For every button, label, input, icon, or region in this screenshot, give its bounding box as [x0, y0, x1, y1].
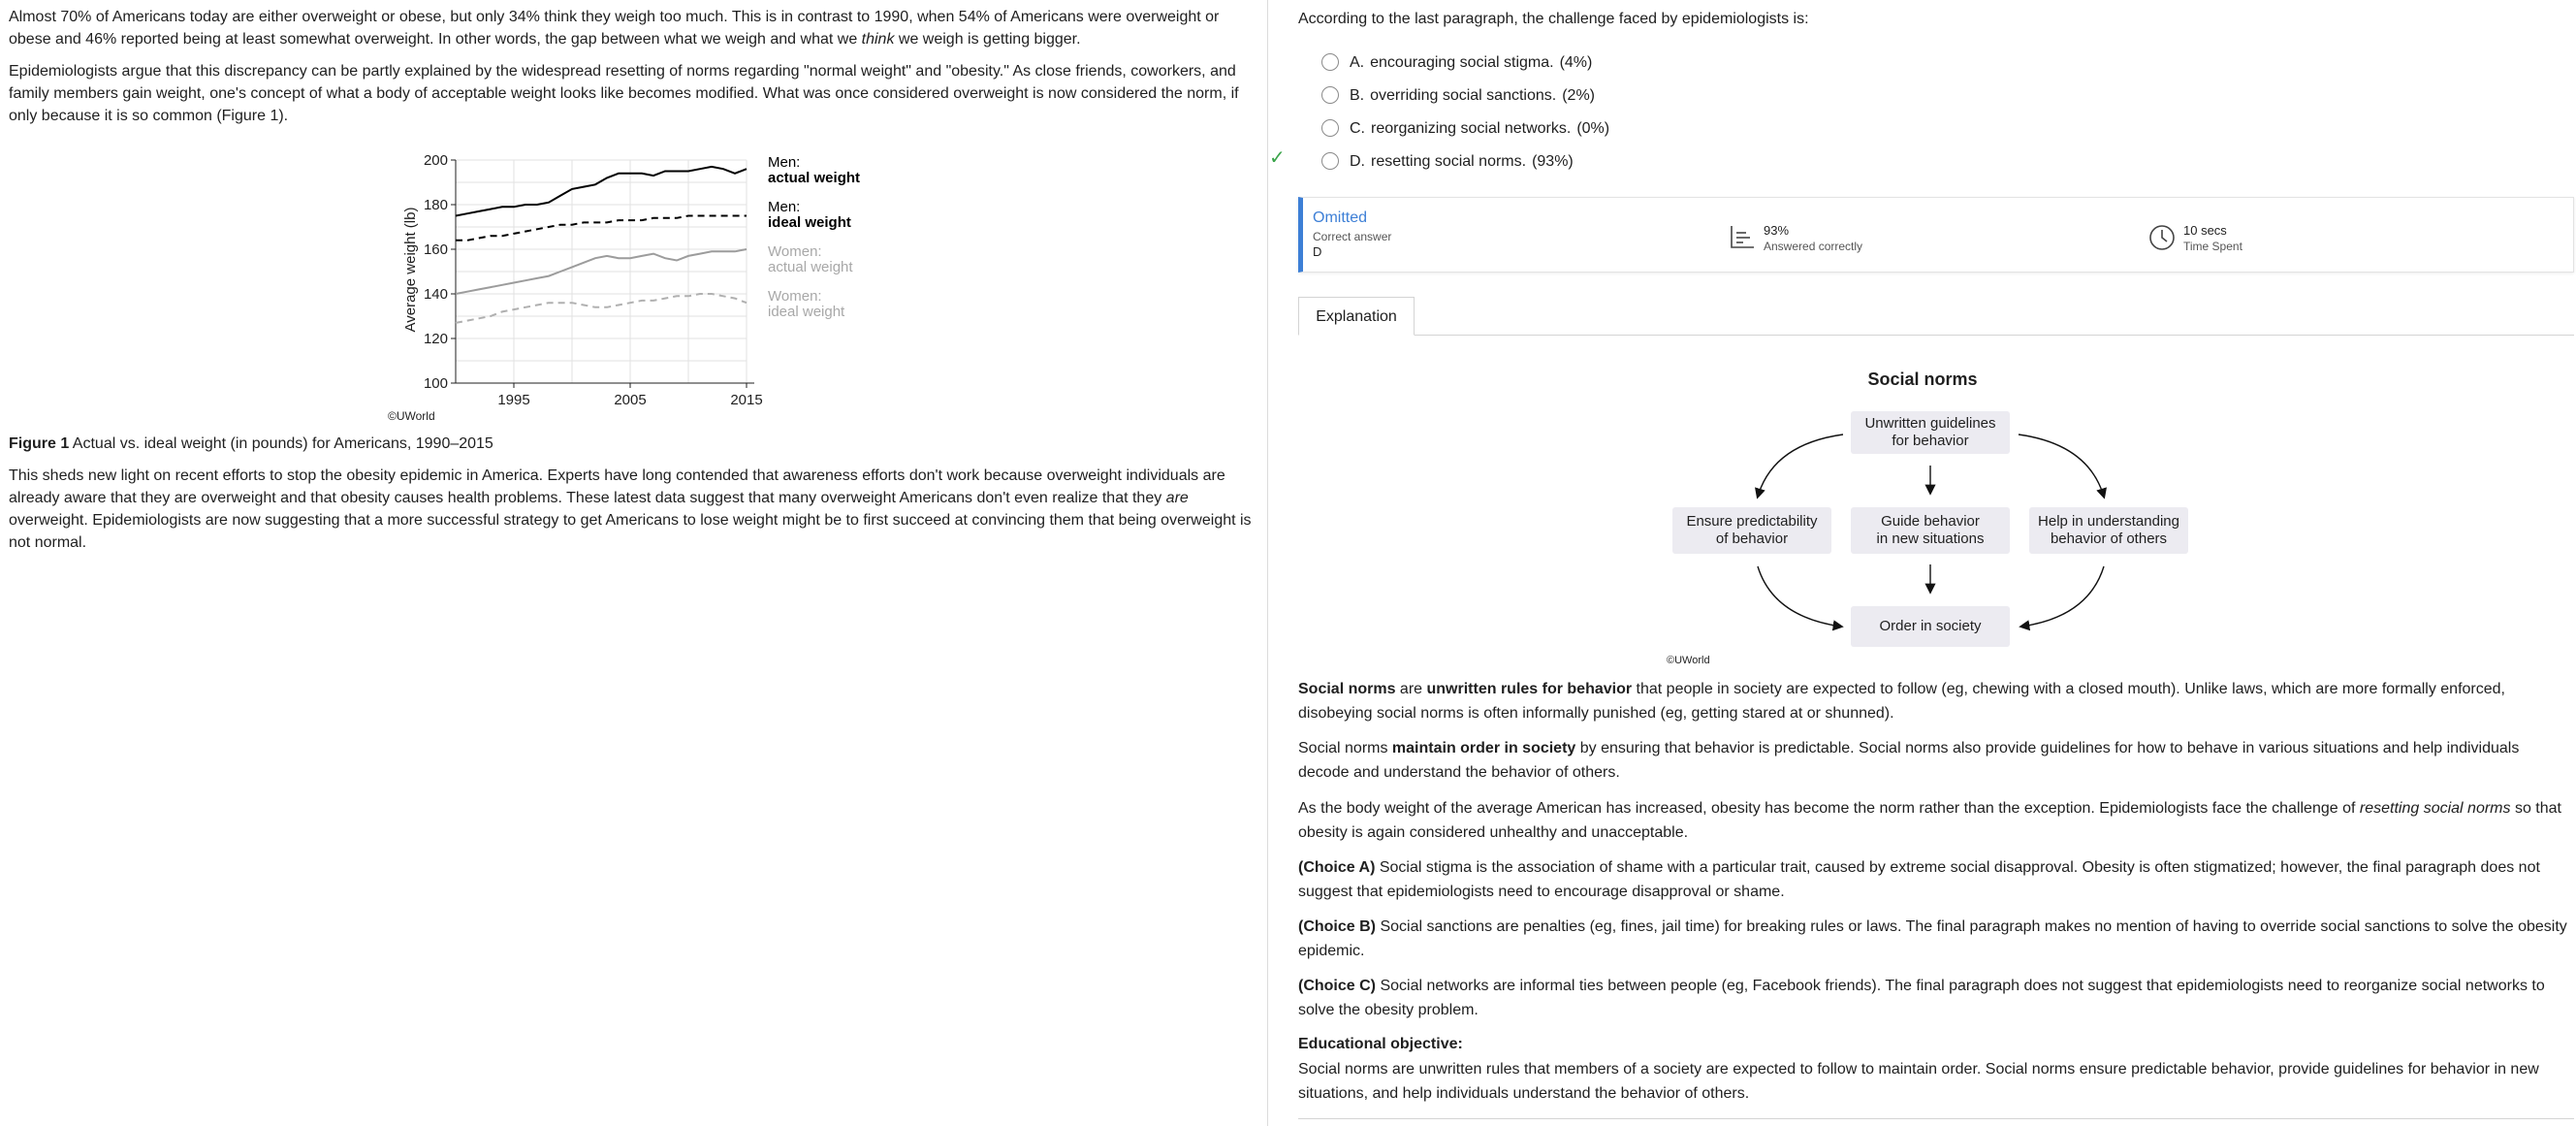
legend-entry-1-line-2: ideal weight	[768, 214, 851, 231]
explanation-e2-text-2: by ensuring that behavior is predictable. Social norms also provide guidelines for how to behave in various situations and help individuals decode and understand the behavior of others.	[1298, 740, 2520, 781]
legend-entry-1-line-1: Men:	[768, 199, 801, 215]
choice-b-text: overriding social sanctions.	[1370, 86, 1557, 104]
diagram-left-line-1: Ensure predictability	[1686, 513, 1818, 530]
y-tick-label: 140	[423, 286, 448, 303]
explanation-e2-text-1: Social norms	[1298, 740, 1392, 756]
series-line-0	[456, 167, 747, 216]
explanation-e2-bold: maintain order in society	[1391, 740, 1576, 756]
arrow-right-to-bottom	[2021, 566, 2104, 627]
y-tick-label: 100	[423, 375, 448, 392]
question-pane[interactable]	[1269, 0, 2576, 1126]
explanation-choice-a-label: (Choice A)	[1298, 859, 1376, 876]
diagram-middle-line-2: in new situations	[1876, 531, 1985, 547]
diagram-box-help-understanding	[2029, 507, 2188, 554]
choice-c-percent: (0%)	[1576, 119, 1610, 137]
diagram-title: Social norms	[1867, 370, 1978, 389]
correct-answer-value: D	[1313, 244, 1322, 259]
chart-legend	[768, 154, 860, 320]
passage-p1-emphasis: think	[861, 31, 895, 48]
diagram-right-line-1: Help in understanding	[2038, 513, 2179, 530]
legend-entry-3-line-1: Women:	[768, 288, 822, 305]
diagram-right-line-2: behavior of others	[2050, 531, 2168, 547]
passage-p3-text-a: This sheds new light on recent efforts to stop the obesity epidemic in America. Experts have long contended that awareness efforts don't work because overweight individuals are already aware that they are overweight and that obesity causes health problems. These latest data suggest that many overweight Americans don't even realize that they	[9, 467, 1225, 506]
x-tick-label: 2015	[730, 392, 763, 408]
explanation-e1-text-2: that people in society are expected to follow (eg, chewing with a closed mouth). Unlike laws, which are more formally enforced, disobeying social norms is often informally punished (eg, getting stared at or shunned).	[1298, 681, 2505, 722]
figure-copyright: ©UWorld	[388, 409, 435, 423]
y-tick-label: 180	[423, 197, 448, 213]
explanation-choice-b-text: Social sanctions are penalties (eg, fines, jail time) for breaking rules or laws. The final paragraph makes no mention of having to override social sanctions to solve the obesity epidemic.	[1298, 918, 2567, 959]
percent-correct-value: 93%	[1764, 223, 1790, 238]
arrow-top-to-left	[1758, 434, 1843, 497]
chart-series	[456, 167, 747, 323]
explanation-paragraph-1	[1298, 677, 2568, 725]
choice-b-percent: (2%)	[1562, 86, 1595, 104]
choice-d-letter: D.	[1350, 152, 1365, 170]
choice-c-letter: C.	[1350, 119, 1365, 137]
diagram-box-order-in-society: Order in society	[1851, 606, 2010, 647]
x-tick-labels	[497, 383, 762, 408]
answer-status: Omitted	[1313, 209, 1368, 226]
legend-entry-2-line-1: Women:	[768, 243, 822, 260]
diagram-top-line-1: Unwritten guidelines	[1864, 415, 1996, 432]
figure-caption-text: Actual vs. ideal weight (in pounds) for Americans, 1990–2015	[69, 435, 493, 452]
legend-entry-0-line-1: Men:	[768, 154, 801, 171]
series-line-1	[456, 216, 747, 241]
explanation-paragraph-3	[1298, 796, 2568, 845]
passage-pane[interactable]	[0, 0, 1268, 1126]
arrow-top-to-right	[2019, 434, 2104, 497]
diagram-box-unwritten-guidelines	[1851, 411, 2010, 454]
explanation-e1-text-1: are	[1395, 681, 1427, 697]
explanation-choice-a-text: Social stigma is the association of shame with a particular trait, caused by extreme social disapproval. Obesity is often stigmatized; however, the final paragraph does not suggest that epidemiologists need to encourage disapproval or shame.	[1298, 859, 2540, 900]
explanation-e3-text-2: so that obesity is again considered unhealthy and unacceptable.	[1298, 800, 2561, 841]
choice-a-letter: A.	[1350, 53, 1365, 71]
percent-correct-label: Answered correctly	[1764, 240, 1863, 253]
diagram-middle-line-1: Guide behavior	[1881, 513, 1980, 530]
educational-objective-title: Educational objective:	[1298, 1036, 1463, 1052]
choice-b-letter: B.	[1350, 86, 1365, 104]
correct-answer-label: Correct answer	[1313, 230, 1392, 243]
chart-grid	[456, 160, 747, 383]
y-tick-labels	[424, 152, 456, 392]
diagram-box-guide-behavior	[1851, 507, 2010, 554]
explanation-choice-b-label: (Choice B)	[1298, 918, 1376, 935]
legend-entry-2-line-2: actual weight	[768, 259, 853, 275]
time-spent-value: 10 secs	[2183, 223, 2227, 238]
tab-explanation[interactable]: Explanation	[1298, 297, 1415, 336]
figure-caption	[9, 433, 1252, 455]
x-tick-label: 1995	[497, 392, 530, 408]
diagram-top-line-2: for behavior	[1892, 433, 1969, 449]
choice-d-text: resetting social norms.	[1371, 152, 1527, 170]
explanation-paragraph-2	[1298, 736, 2568, 785]
diagram-left-line-2: of behavior	[1715, 531, 1789, 547]
diagram-copyright: ©UWorld	[1667, 655, 1710, 666]
time-spent-label: Time Spent	[2183, 240, 2242, 253]
passage-p1-text-a: Almost 70% of Americans today are either overweight or obese, but only 34% think they weigh too much. This is in contrast to 1990, when 54% of Americans were overweight or obese and 46% reported being at least somewhat overweight. In other words, the gap between what we weigh and what we	[9, 9, 1220, 48]
arrow-left-to-bottom	[1758, 566, 1841, 627]
choice-a-text: encouraging social stigma.	[1370, 53, 1554, 71]
passage-paragraph-1	[9, 6, 1252, 50]
figure-label: Figure 1	[9, 435, 70, 452]
passage-paragraph-3	[9, 465, 1252, 554]
passage-p3-emphasis: are	[1165, 490, 1189, 506]
explanation-e1-bold-1: Social norms	[1298, 681, 1396, 697]
explanation-e3-emphasis: resetting social norms	[2359, 800, 2511, 817]
x-tick-label: 2005	[614, 392, 647, 408]
choice-c-text: reorganizing social networks.	[1371, 119, 1572, 137]
checkmark-icon: ✓	[1269, 147, 1286, 169]
diagram-box-ensure-predictability	[1672, 507, 1831, 554]
choice-d-percent: (93%)	[1532, 152, 1574, 170]
question-stem: According to the last paragraph, the challenge faced by epidemiologists is:	[1298, 11, 1809, 27]
explanation-e3-text-1: As the body weight of the average American has increased, obesity has become the norm rather than the exception. Epidemiologists face the challenge of	[1298, 800, 2360, 817]
passage-p1-text-b: we weigh is getting bigger.	[894, 31, 1081, 48]
y-axis-label: Average weight (lb)	[402, 207, 419, 333]
educational-objective-text: Social norms are unwritten rules that members of a society are expected to follow to maintain order. Social norms ensure predictable behavior, provide guidelines for behavior in new situations, and help individuals understand the behavior of others.	[1298, 1061, 2539, 1102]
explanation-choice-c-label: (Choice C)	[1298, 978, 1376, 994]
explanation-choice-a	[1298, 855, 2568, 904]
y-tick-label: 120	[423, 331, 448, 347]
series-line-3	[456, 294, 747, 323]
explanation-choice-b	[1298, 915, 2568, 963]
bottom-divider	[1298, 1118, 2574, 1119]
diagram-arrows	[1269, 0, 2576, 679]
y-tick-label: 200	[423, 152, 448, 169]
passage-paragraph-2: Epidemiologists argue that this discrepancy can be partly explained by the widespread resetting of norms regarding "normal weight" and "obesity." As close friends, coworkers, and family members gain weight, one's concept of what a body of acceptable weight looks like becomes modified. What was once considered overweight is now considered the norm, if only because it is so common (Figure 1).	[9, 63, 1239, 124]
explanation-choice-c-text: Social networks are informal ties between people (eg, Facebook friends). The final paragraph does not suggest that epidemiologists need to reorganize social networks to solve the obesity problem.	[1298, 978, 2545, 1018]
choice-a-percent: (4%)	[1559, 53, 1593, 71]
passage-p3-text-b: overweight. Epidemiologists are now suggesting that a more successful strategy to get Americans to lose weight might be to first succeed at convincing them that being overweight is not normal.	[9, 512, 1252, 551]
weight-line-chart	[388, 145, 873, 427]
y-tick-label: 160	[423, 241, 448, 258]
legend-entry-3-line-2: ideal weight	[768, 304, 845, 320]
legend-entry-0-line-2: actual weight	[768, 170, 861, 186]
explanation-e1-bold-2: unwritten rules for behavior	[1426, 681, 1633, 697]
explanation-choice-c	[1298, 974, 2568, 1022]
